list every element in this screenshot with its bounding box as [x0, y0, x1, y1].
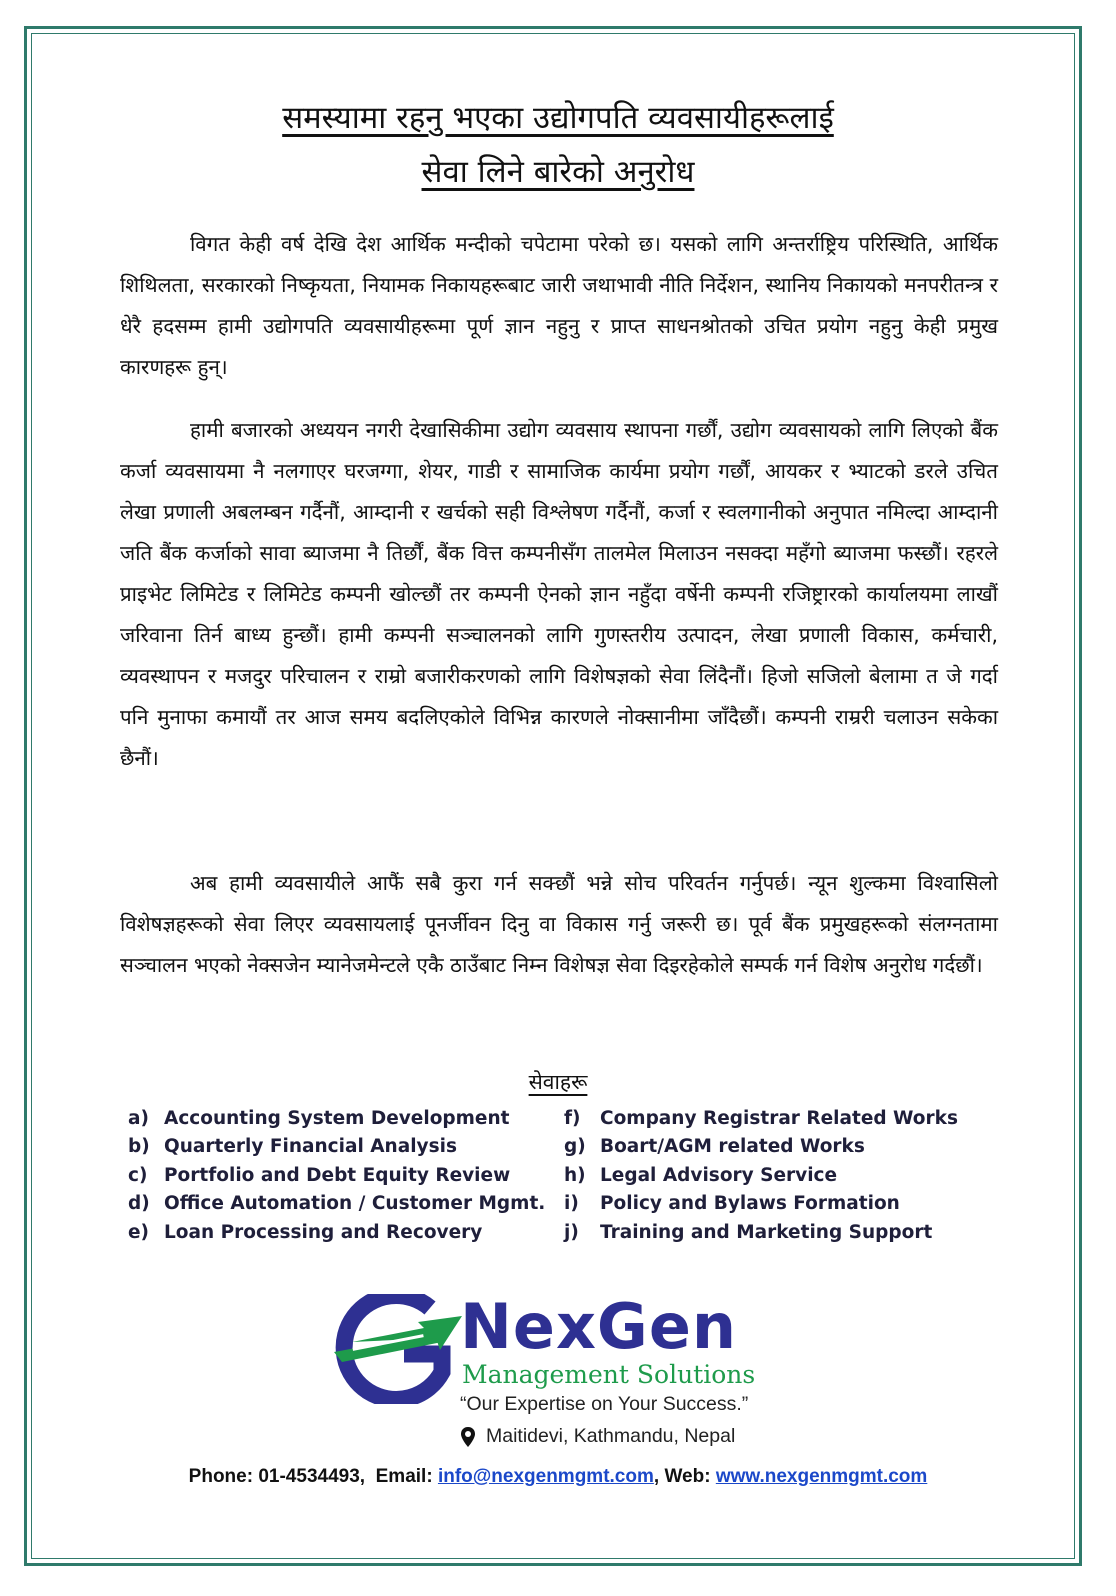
- service-letter: c): [128, 1164, 148, 1186]
- service-label: Legal Advisory Service: [600, 1164, 838, 1186]
- service-label: Boart/AGM related Works: [600, 1136, 865, 1158]
- paragraph-problems: हामी बजारको अध्ययन नगरी देखासिकीमा उद्योग व्यवसाय स्थापना गर्छौं, उद्योग व्यवसायको लागि लिएको बैंक कर्जा व्यवसायमा नै नलगाएर घरजग्गा, शेयर, गाडी र सामाजिक कार्यमा प्रयोग गर्छौं, आयकर र भ्याटको डरले उचित लेखा प्रणाली अबलम्बन गर्दैनौं, आम्दानी र खर्चको सही विश्लेषण गर्दैनौं, कर्जा र स्वलगानीको अनुपात नमिल्दा आम्दानी जति बैंक कर्जाको सावा ब्याजमा नै तिर्छौं, बैंक वित्त कम्पनीसँग तालमेल मिलाउन नसक्दा महँगो ब्याजमा फस्छौं। रहरले प्राइभेट लिमिटेड र लिमिटेड कम्पनी खोल्छौं तर कम्पनी ऐनको ज्ञान नहुँदा वर्षेनी कम्पनी रजिष्ट्रारको कार्यालयमा लाखौं जरिवाना तिर्न बाध्य हुन्छौं। हामी कम्पनी सञ्चालनको लागि गुणस्तरीय उत्पादन, लेखा प्रणाली विकास, कर्मचारी, व्यवस्थापन र मजदुर परिचालन र राम्रो बजारीकरणको लागि विशेषज्ञको सेवा लिंदैनौं। हिजो सजिलो बेलामा त जे गर्दा पनि मुनाफा कमायौं तर आज समय बदलिएकोले विभिन्न कारणले नोक्सानीमा जाँदैछौं। कम्पनी राम्ररी चलाउन सकेका छैनौं।: [120, 418, 998, 770]
- service-letter: e): [128, 1221, 150, 1243]
- service-item: [128, 1133, 545, 1162]
- services-list-right: [564, 1104, 958, 1247]
- phone-number: 01-4534493: [258, 1466, 360, 1487]
- phone-label: Phone:: [188, 1466, 254, 1487]
- web-label: Web:: [664, 1466, 711, 1487]
- service-label: Loan Processing and Recovery: [164, 1221, 483, 1243]
- service-label: Office Automation / Customer Mgmt.: [164, 1193, 546, 1215]
- service-label: Quarterly Financial Analysis: [164, 1136, 457, 1158]
- page-title-line-2: सेवा लिने बारेको अनुरोध: [421, 154, 695, 190]
- service-label: Portfolio and Debt Equity Review: [164, 1164, 511, 1186]
- service-item: [564, 1104, 958, 1133]
- service-label: Accounting System Development: [164, 1107, 510, 1129]
- service-letter: b): [128, 1136, 150, 1158]
- logo-tagline: “Our Expertise on Your Success.”: [460, 1393, 749, 1415]
- services-heading: सेवाहरू: [528, 1070, 588, 1094]
- service-letter: f): [564, 1107, 581, 1129]
- logo-g-arrow-icon: [312, 1294, 472, 1404]
- services-list-left: [128, 1104, 545, 1247]
- paragraph-intro: विगत केही वर्ष देखि देश आर्थिक मन्दीको चपेटामा परेको छ। यसको लागि अन्तर्राष्ट्रिय परिस्थिति, आर्थिक शिथिलता, सरकारको निष्कृयता, नियामक निकायहरूबाट जारी जथाभावी नीति निर्देशन, स्थानिय निकायको मनपरीतन्त्र र धेरै हदसम्म हामी उद्योगपति व्यवसायीहरूमा पूर्ण ज्ञान नहुनु र प्राप्त साधनश्रोतको उचित प्रयोग नहुनु केही प्रमुख कारणहरू हुन्।: [120, 232, 998, 379]
- page-title-line-1: समस्यामा रहनु भएका उद्योगपति व्यवसायीहरूलाई: [282, 100, 834, 136]
- service-item: [564, 1133, 958, 1162]
- nexgen-logo: [312, 1290, 812, 1450]
- email-link[interactable]: info@nexgenmgmt.com: [437, 1466, 654, 1487]
- service-item: [564, 1161, 958, 1190]
- service-letter: j): [564, 1221, 579, 1243]
- service-label: Company Registrar Related Works: [600, 1107, 958, 1129]
- contact-line: Phone: 01-4534493, Email: info@nexgenmgmt.com, Web: www.nexgenmgmt.com: [188, 1466, 928, 1487]
- service-letter: d): [128, 1193, 150, 1215]
- service-letter: i): [564, 1193, 579, 1215]
- service-label: Training and Marketing Support: [600, 1221, 933, 1243]
- service-letter: g): [564, 1136, 586, 1158]
- paragraph-request: अब हामी व्यवसायीले आफैं सबै कुरा गर्न सक्छौं भन्ने सोच परिवर्तन गर्नुपर्छ। न्यून शुल्कमा विश्वासिलो विशेषज्ञहरूको सेवा लिएर व्यवसायलाई पूनर्जीवन दिनु वा विकास गर्नु जरूरी छ। पूर्व बैंक प्रमुखहरूको संलग्नतामा सञ्चालन भएको नेक्सजेन म्यानेजमेन्टले एकै ठाउँबाट निम्न विशेषज्ञ सेवा दिइरहेकोले सम्पर्क गर्न विशेष अनुरोध गर्दछौं।: [120, 871, 998, 977]
- logo-subtitle: Management Solutions: [462, 1360, 756, 1389]
- logo-brand-name: NexGen: [460, 1290, 738, 1363]
- service-item: [128, 1218, 545, 1247]
- website-link[interactable]: www.nexgenmgmt.com: [715, 1466, 928, 1487]
- address-text: Maitidevi, Kathmandu, Nepal: [486, 1425, 736, 1447]
- service-label: Policy and Bylaws Formation: [600, 1193, 900, 1215]
- logo-address: [460, 1425, 735, 1448]
- service-letter: h): [564, 1164, 586, 1186]
- service-item: [128, 1104, 545, 1133]
- location-pin-icon: [460, 1426, 476, 1448]
- email-label: Email:: [375, 1466, 433, 1487]
- service-item: [128, 1161, 545, 1190]
- service-letter: a): [128, 1107, 149, 1129]
- service-item: [128, 1190, 545, 1219]
- service-item: [564, 1190, 958, 1219]
- service-item: [564, 1218, 958, 1247]
